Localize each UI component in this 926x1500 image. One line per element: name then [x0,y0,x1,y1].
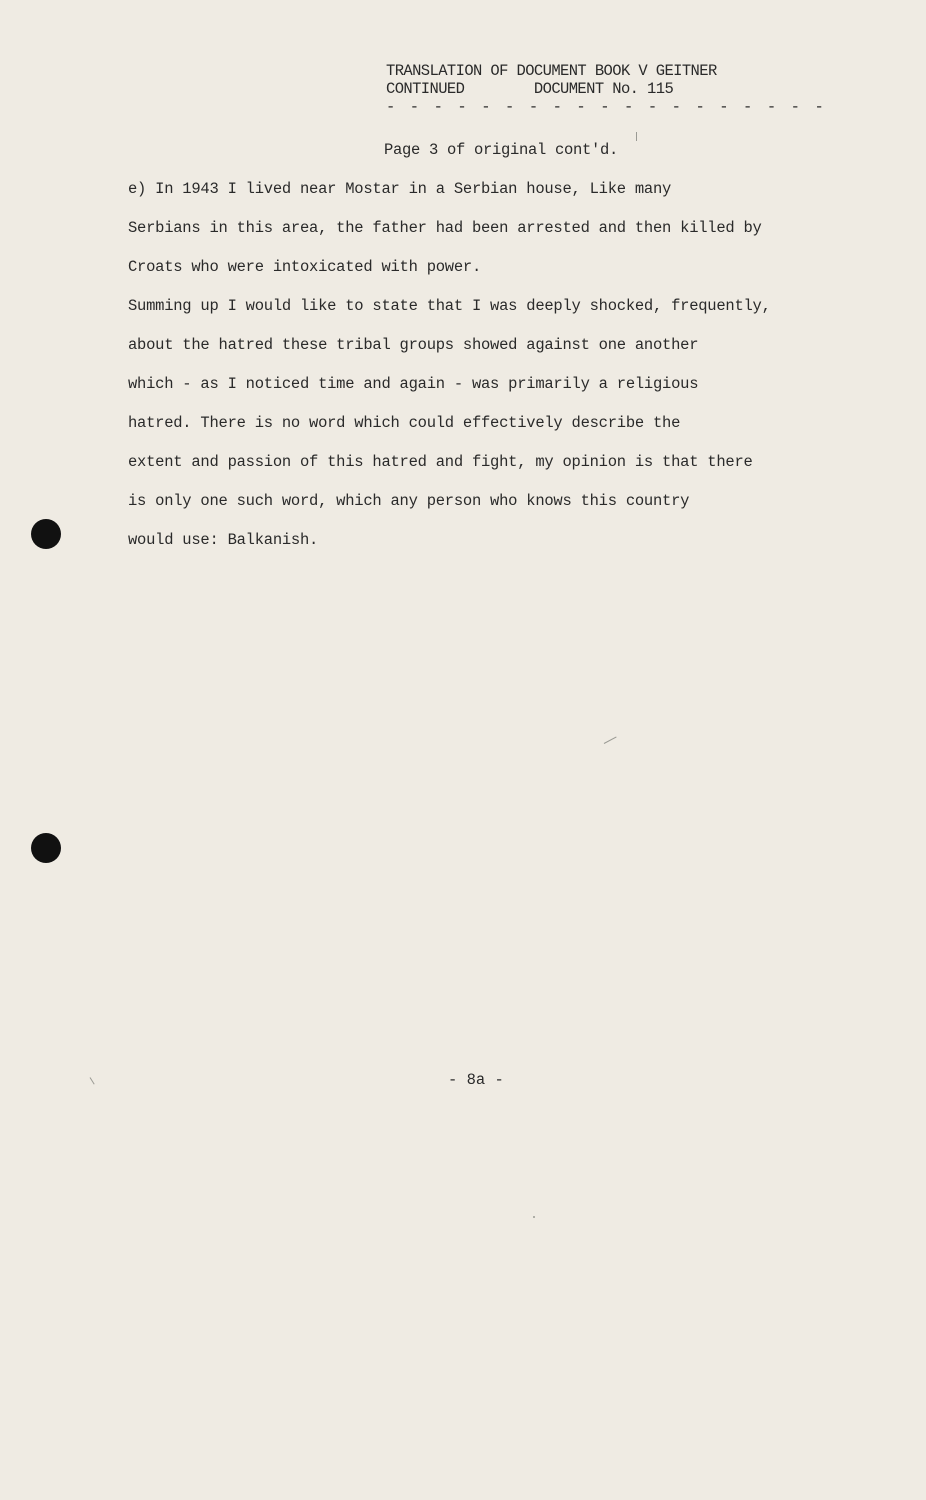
body-line: hatred. There is no word which could effectively describe the [128,414,681,432]
page-continuation-heading: Page 3 of original cont'd. [384,141,619,159]
body-line: e) In 1943 I lived near Mostar in a Serbian house, Like many [128,180,672,198]
paper-mark [604,736,617,743]
paper-mark [90,1077,95,1084]
page-number: - 8a - [448,1071,504,1089]
punch-hole [31,833,61,863]
document-header-subtitle: CONTINUED DOCUMENT No. 115 [386,80,674,98]
header-dashed-rule: - - - - - - - - - - - - - - - - - - - [386,98,827,116]
body-line: would use: Balkanish. [128,531,319,549]
paper-mark [533,1216,535,1218]
body-line: is only one such word, which any person who knows this country [128,492,690,510]
paper-mark [636,132,637,141]
body-line: about the hatred these tribal groups showed against one another [128,336,699,354]
body-line: Serbians in this area, the father had been arrested and then killed by [128,219,762,237]
punch-hole [31,519,61,549]
body-line: extent and passion of this hatred and fight, my opinion is that there [128,453,753,471]
document-header-title: TRANSLATION OF DOCUMENT BOOK V GEITNER [386,62,717,80]
body-line: which - as I noticed time and again - was primarily a religious [128,375,699,393]
body-line: Summing up I would like to state that I was deeply shocked, frequently, [128,297,771,315]
body-line: Croats who were intoxicated with power. [128,258,482,276]
